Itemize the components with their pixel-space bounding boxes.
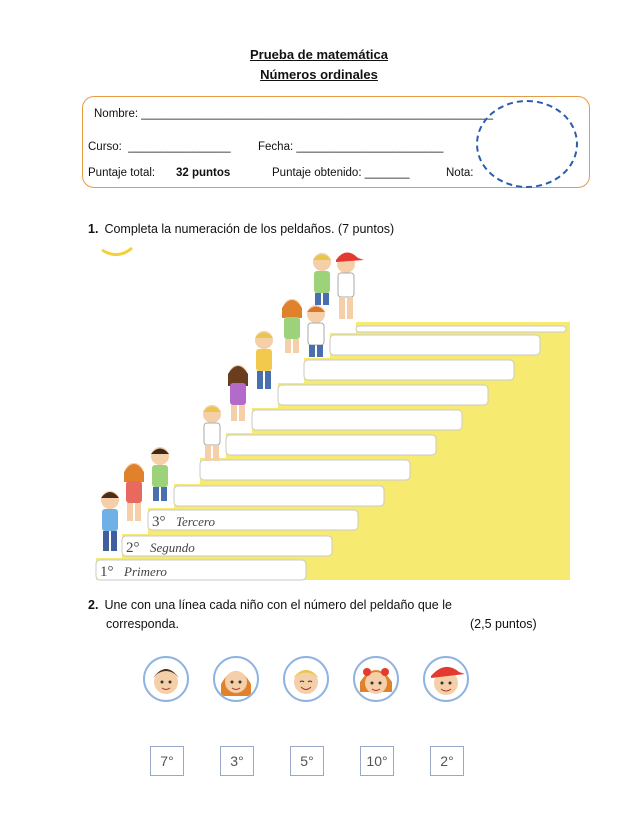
number-card-4[interactable]: 10° [360, 746, 394, 776]
number-card-5[interactable]: 2° [430, 746, 464, 776]
step-box-7[interactable] [252, 410, 462, 430]
question-2 [88, 598, 452, 612]
child-figure-10 [336, 252, 364, 319]
question-1 [88, 222, 394, 236]
question-2-text-line2: corresponda. [106, 617, 179, 631]
question-2-number: 2. [88, 598, 99, 612]
step-box-8[interactable] [278, 385, 488, 405]
staircase-illustration [88, 240, 572, 585]
nota-label: Nota: [446, 167, 474, 179]
nombre-field[interactable]: Nombre: _______________________________________________________ [94, 108, 494, 120]
step-1-ordinal: 1° [100, 564, 114, 580]
child-face-4-icon [355, 658, 397, 700]
child-figure-3 [151, 447, 169, 501]
question-1-text: Completa la numeración de los peldaños. (7 puntos) [104, 222, 395, 236]
step-box-10[interactable] [330, 335, 540, 355]
child-face-1-icon [145, 658, 187, 700]
child-figure-7 [282, 299, 302, 353]
step-box-9[interactable] [304, 360, 514, 380]
question-2-points: (2,5 puntos) [470, 617, 537, 631]
step-3-ordinal: 3° [152, 514, 166, 530]
question-1-number: 1. [88, 222, 99, 236]
page-subtitle: Números ordinales [260, 67, 378, 82]
child-face-2-icon [215, 658, 257, 700]
step-box-5[interactable] [200, 460, 410, 480]
page-title: Prueba de matemática [249, 47, 388, 62]
puntaje-total-label: Puntaje total: [88, 167, 156, 179]
step-2-ordinal: 2° [126, 540, 140, 556]
child-face-1[interactable] [143, 656, 189, 702]
step-2-word: Segundo [150, 540, 195, 555]
child-figure-9 [313, 253, 331, 305]
number-card-2[interactable]: 3° [220, 746, 254, 776]
question-2-text-line1: Une con una línea cada niño con el número del peldaño que le [104, 598, 452, 612]
grade-stamp-circle [476, 100, 578, 188]
child-figure-5 [228, 365, 248, 421]
step-box-4[interactable] [174, 486, 384, 506]
step-1-word: Primero [124, 564, 167, 579]
child-face-3-icon [285, 658, 327, 700]
number-card-3[interactable]: 5° [290, 746, 324, 776]
step-3-word: Tercero [176, 514, 215, 529]
child-face-5[interactable] [423, 656, 469, 702]
step-box-6[interactable] [226, 435, 436, 455]
puntaje-total-value: 32 puntos [176, 167, 231, 179]
child-figure-4 [203, 405, 221, 461]
child-figure-2 [124, 463, 144, 521]
fecha-field[interactable]: Fecha: _______________________ [258, 141, 444, 153]
child-face-5-icon [425, 658, 467, 700]
puntaje-obtenido-field[interactable]: Puntaje obtenido: _______ [272, 167, 410, 179]
child-figure-6 [255, 331, 273, 389]
child-figure-8 [307, 305, 325, 357]
decorative-arc [102, 248, 132, 255]
curso-field[interactable]: Curso: ________________ [88, 141, 231, 153]
number-card-1[interactable]: 7° [150, 746, 184, 776]
step-box-top [356, 326, 566, 332]
child-face-3[interactable] [283, 656, 329, 702]
child-face-4[interactable] [353, 656, 399, 702]
child-face-2[interactable] [213, 656, 259, 702]
child-figure-1 [101, 491, 119, 551]
